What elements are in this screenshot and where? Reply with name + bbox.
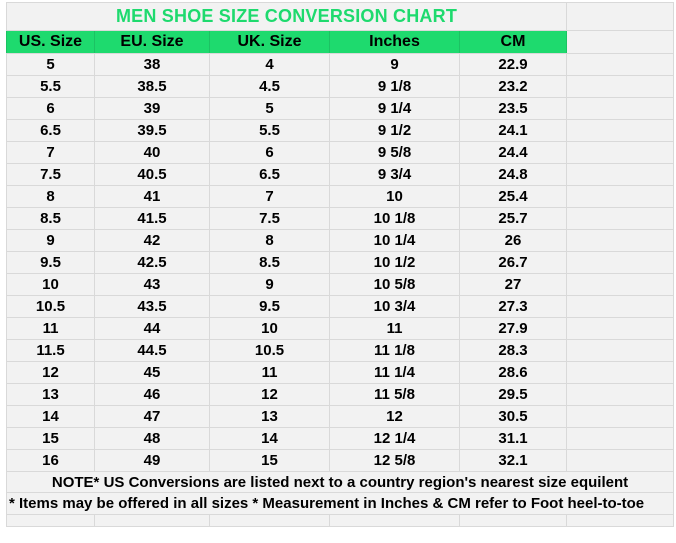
table-cell: 9 3/4: [330, 164, 460, 186]
table-cell: 6.5: [210, 164, 330, 186]
table-cell: 9 5/8: [330, 142, 460, 164]
spacer-cell: [567, 208, 674, 230]
table-cell: 26.7: [460, 252, 567, 274]
table-cell: 43.5: [95, 296, 210, 318]
table-cell: 9: [7, 230, 95, 252]
table-cell: 8: [210, 230, 330, 252]
table-row: [7, 406, 674, 428]
empty-cell: [460, 515, 567, 527]
note-row-secondary: [7, 493, 674, 515]
table-cell: 8.5: [7, 208, 95, 230]
table-cell: 10 1/2: [330, 252, 460, 274]
table-cell: 12: [330, 406, 460, 428]
table-row: [7, 164, 674, 186]
table-cell: 11.5: [7, 340, 95, 362]
note-row: [7, 472, 674, 493]
table-row: [7, 362, 674, 384]
table-cell: 7: [7, 142, 95, 164]
table-cell: 11: [210, 362, 330, 384]
spacer-cell: [567, 428, 674, 450]
table-cell: 38: [95, 54, 210, 76]
table-cell: 5.5: [7, 76, 95, 98]
table-cell: 42: [95, 230, 210, 252]
empty-cell: [210, 515, 330, 527]
spacer-cell: [567, 120, 674, 142]
table-cell: 6.5: [7, 120, 95, 142]
empty-cell: [330, 515, 460, 527]
table-cell: 44.5: [95, 340, 210, 362]
table-cell: 28.6: [460, 362, 567, 384]
table-cell: 23.5: [460, 98, 567, 120]
table-row: [7, 384, 674, 406]
table-cell: 8: [7, 186, 95, 208]
spacer-cell: [567, 54, 674, 76]
table-row: [7, 428, 674, 450]
table-cell: 40.5: [95, 164, 210, 186]
note-secondary: * Items may be offered in all sizes * Measurement in Inches & CM refer to Foot heel-to-toe: [7, 493, 674, 515]
table-cell: 10.5: [7, 296, 95, 318]
table-cell: 24.1: [460, 120, 567, 142]
table-cell: 9 1/4: [330, 98, 460, 120]
table-cell: 48: [95, 428, 210, 450]
spacer-cell: [567, 274, 674, 296]
table-cell: 10 1/4: [330, 230, 460, 252]
table-cell: 7: [210, 186, 330, 208]
table-cell: 44: [95, 318, 210, 340]
spacer-cell: [567, 318, 674, 340]
empty-cell: [95, 515, 210, 527]
table-cell: 14: [7, 406, 95, 428]
table-cell: 10 1/8: [330, 208, 460, 230]
table-row: [7, 230, 674, 252]
column-header-cm: CM: [460, 31, 567, 54]
table-cell: 23.2: [460, 76, 567, 98]
table-row: [7, 296, 674, 318]
spacer-cell: [567, 186, 674, 208]
table-row: [7, 274, 674, 296]
table-cell: 24.4: [460, 142, 567, 164]
table-cell: 22.9: [460, 54, 567, 76]
spacer-cell: [567, 384, 674, 406]
column-header-us-size: US. Size: [7, 31, 95, 54]
table-cell: 25.4: [460, 186, 567, 208]
table-cell: 15: [210, 450, 330, 472]
table-cell: 11: [330, 318, 460, 340]
table-cell: 5.5: [210, 120, 330, 142]
table-cell: 7.5: [210, 208, 330, 230]
table-cell: 13: [7, 384, 95, 406]
note-primary: NOTE* US Conversions are listed next to a country region's nearest size equilent: [7, 472, 674, 493]
table-cell: 11 1/8: [330, 340, 460, 362]
table-cell: 9 1/2: [330, 120, 460, 142]
table-row: [7, 252, 674, 274]
table-row: [7, 76, 674, 98]
table-cell: 10 5/8: [330, 274, 460, 296]
table-cell: 27.3: [460, 296, 567, 318]
spacer-cell: [567, 362, 674, 384]
table-cell: 29.5: [460, 384, 567, 406]
table-cell: 41.5: [95, 208, 210, 230]
table-cell: 10.5: [210, 340, 330, 362]
spacer-cell: [567, 230, 674, 252]
table-cell: 10: [210, 318, 330, 340]
table-row: [7, 208, 674, 230]
column-header-uk-size: UK. Size: [210, 31, 330, 54]
table-cell: 11: [7, 318, 95, 340]
table-cell: 46: [95, 384, 210, 406]
table-cell: 10: [330, 186, 460, 208]
spacer-cell: [567, 76, 674, 98]
page-title: MEN SHOE SIZE CONVERSION CHART: [7, 3, 567, 31]
spacer-cell: [567, 31, 674, 54]
spacer-cell: [567, 406, 674, 428]
table-cell: 45: [95, 362, 210, 384]
table-cell: 41: [95, 186, 210, 208]
spacer-cell: [567, 164, 674, 186]
table-cell: 12: [210, 384, 330, 406]
spacer-cell: [567, 252, 674, 274]
column-header-row: [7, 31, 674, 54]
table-row: [7, 120, 674, 142]
table-cell: 39: [95, 98, 210, 120]
table-cell: 38.5: [95, 76, 210, 98]
table-row: [7, 318, 674, 340]
spacer-cell: [567, 3, 674, 31]
table-cell: 16: [7, 450, 95, 472]
table-cell: 15: [7, 428, 95, 450]
table-cell: 6: [210, 142, 330, 164]
table-cell: 40: [95, 142, 210, 164]
table-row: [7, 54, 674, 76]
table-cell: 5: [210, 98, 330, 120]
table-cell: 4: [210, 54, 330, 76]
table-cell: 6: [7, 98, 95, 120]
partial-clipped-row: [7, 515, 674, 527]
table-cell: 5: [7, 54, 95, 76]
title-row: [7, 3, 674, 31]
table-row: [7, 186, 674, 208]
table-cell: 9: [210, 274, 330, 296]
table-cell: 4.5: [210, 76, 330, 98]
table-cell: 42.5: [95, 252, 210, 274]
table-cell: 14: [210, 428, 330, 450]
table-cell: 8.5: [210, 252, 330, 274]
table-cell: 31.1: [460, 428, 567, 450]
table-cell: 9: [330, 54, 460, 76]
table-row: [7, 340, 674, 362]
table-row: [7, 98, 674, 120]
table-cell: 25.7: [460, 208, 567, 230]
table-cell: 27: [460, 274, 567, 296]
table-cell: 43: [95, 274, 210, 296]
spacer-cell: [567, 98, 674, 120]
table-cell: 47: [95, 406, 210, 428]
table-cell: 27.9: [460, 318, 567, 340]
table-cell: 7.5: [7, 164, 95, 186]
table-cell: 39.5: [95, 120, 210, 142]
table-cell: 12 1/4: [330, 428, 460, 450]
column-header-inches: Inches: [330, 31, 460, 54]
spacer-cell: [567, 340, 674, 362]
table-cell: 10 3/4: [330, 296, 460, 318]
table-cell: 28.3: [460, 340, 567, 362]
column-header-eu-size: EU. Size: [95, 31, 210, 54]
table-cell: 9 1/8: [330, 76, 460, 98]
table-cell: 9.5: [210, 296, 330, 318]
table-cell: 13: [210, 406, 330, 428]
table-cell: 9.5: [7, 252, 95, 274]
table-cell: 32.1: [460, 450, 567, 472]
empty-cell: [567, 515, 674, 527]
table-cell: 49: [95, 450, 210, 472]
table-cell: 26: [460, 230, 567, 252]
table-cell: 11 1/4: [330, 362, 460, 384]
table-cell: 30.5: [460, 406, 567, 428]
spacer-cell: [567, 142, 674, 164]
empty-cell: [7, 515, 95, 527]
table-cell: 11 5/8: [330, 384, 460, 406]
spacer-cell: [567, 450, 674, 472]
table-row: [7, 450, 674, 472]
spacer-cell: [567, 296, 674, 318]
table-cell: 12 5/8: [330, 450, 460, 472]
table-cell: 24.8: [460, 164, 567, 186]
table-cell: 10: [7, 274, 95, 296]
table-row: [7, 142, 674, 164]
shoe-size-conversion-table: [6, 2, 674, 527]
table-cell: 12: [7, 362, 95, 384]
